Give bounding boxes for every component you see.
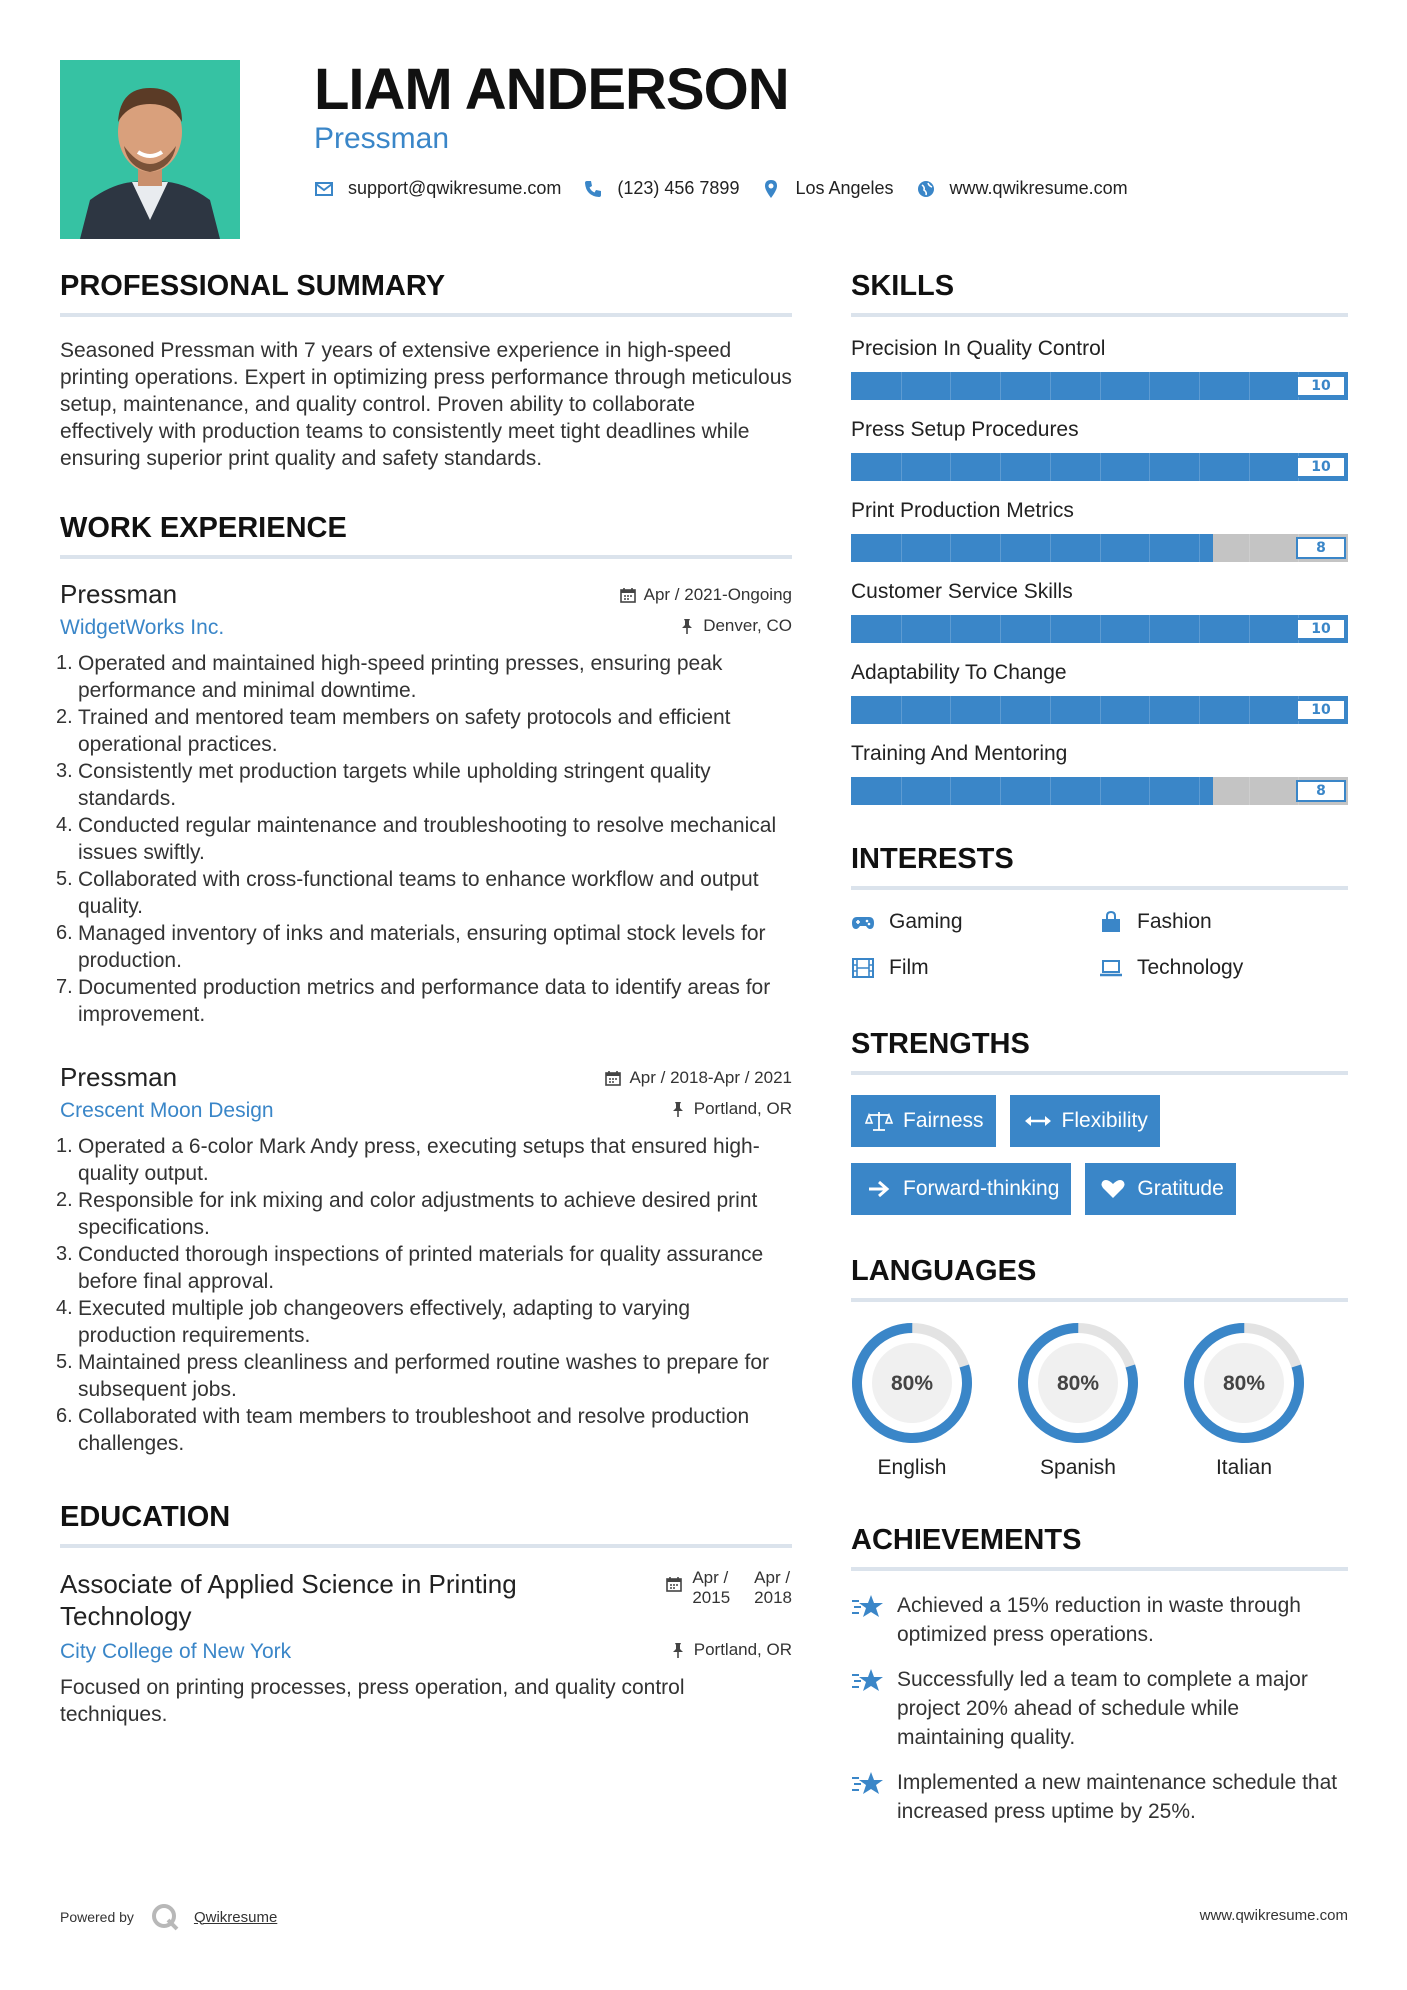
education-heading: EDUCATION <box>60 1501 792 1548</box>
skill-bar-divider <box>1249 372 1250 400</box>
skill-bar-divider <box>1050 453 1051 481</box>
arrows-horizontal-icon <box>1024 1110 1052 1132</box>
duty-item: Collaborated with cross-functional teams to enhance workflow and output quality. <box>78 868 759 918</box>
skill-name: Adaptability To Change <box>851 661 1067 684</box>
company-name: Crescent Moon Design <box>60 1099 274 1122</box>
company-name: WidgetWorks Inc. <box>60 616 225 639</box>
achievement-item <box>851 1768 1348 1826</box>
duty-item: Managed inventory of inks and materials, ensuring optimal stock levels for production. <box>78 922 766 972</box>
calendar-icon <box>605 1070 621 1086</box>
duty-list <box>60 1133 792 1457</box>
skill-item <box>851 337 1348 400</box>
balance-scale-icon <box>865 1110 893 1132</box>
summary-text: Seasoned Pressman with 7 years of extensive experience in high-speed printing operations. Expert in optimizing press performance through meticulous setup, maintenance, and quality control. Proven ability to collaborate effectively with production teams to consistently meet tight deadlines while ensuring superior print quality and safety standards. <box>60 339 792 470</box>
skill-level: 10 <box>1296 456 1346 478</box>
interest-item <box>851 956 1099 980</box>
skill-bar-divider <box>1249 696 1250 724</box>
powered-by-label: Powered by <box>60 1909 134 1925</box>
skill-bar-divider <box>1000 615 1001 643</box>
skill-bar <box>851 696 1348 724</box>
skill-bar-divider <box>1050 777 1051 805</box>
skill-bar-divider <box>901 615 902 643</box>
skill-bar-divider <box>901 777 902 805</box>
duty-item: Responsible for ink mixing and color adjustments to achieve desired print specifications. <box>78 1189 758 1239</box>
skill-bar-divider <box>1050 372 1051 400</box>
skill-bar-divider <box>1199 534 1200 562</box>
skill-bar-divider <box>1249 777 1250 805</box>
duty-list <box>60 650 792 1028</box>
skill-bar <box>851 453 1348 481</box>
strength-tag <box>1010 1095 1160 1147</box>
education-location-text: Portland, OR <box>693 1640 792 1659</box>
duty-item: Operated a 6-color Mark Andy press, executing setups that ensured high-quality output. <box>78 1135 760 1185</box>
skill-bar-divider <box>1199 777 1200 805</box>
interest-label: Film <box>889 956 929 979</box>
interest-label: Fashion <box>1137 910 1212 933</box>
skill-bar-divider <box>1149 615 1150 643</box>
skill-bar-divider <box>901 372 902 400</box>
duty-item: Trained and mentored team members on safety protocols and efficient operational practices. <box>78 706 731 756</box>
skill-bar-divider <box>1050 534 1051 562</box>
map-pin-icon <box>761 179 781 199</box>
strength-tag <box>851 1163 1071 1215</box>
skill-name: Customer Service Skills <box>851 580 1073 603</box>
job-entry <box>60 1062 792 1457</box>
education-dates <box>666 1568 792 1632</box>
skill-bar-divider <box>1149 534 1150 562</box>
shooting-star-icon <box>851 1665 885 1695</box>
skill-bar-divider <box>1149 453 1150 481</box>
interest-label: Technology <box>1137 956 1244 979</box>
heart-icon <box>1099 1178 1127 1200</box>
job-title: Pressman <box>60 579 178 609</box>
skill-bar-fill <box>851 777 1213 805</box>
skill-item <box>851 418 1348 481</box>
achievement-text: Implemented a new maintenance schedule that increased press uptime by 25%. <box>897 1771 1338 1823</box>
contact-location: Los Angeles <box>795 178 894 198</box>
education-end: Apr / 2018 <box>754 1568 792 1607</box>
skill-bar-divider <box>1100 615 1101 643</box>
strength-label: Gratitude <box>1137 1177 1224 1200</box>
language-name: Spanish <box>1040 1456 1116 1479</box>
education-start: Apr / 2015 <box>692 1568 731 1607</box>
shopping-bag-icon <box>1099 911 1123 933</box>
skill-name: Press Setup Procedures <box>851 418 1079 441</box>
gamepad-icon <box>851 911 875 933</box>
skills-list <box>851 337 1348 805</box>
skill-bar-divider <box>1249 615 1250 643</box>
skill-bar-divider <box>1249 453 1250 481</box>
skill-level: 10 <box>1296 375 1346 397</box>
job-location-text: Portland, OR <box>693 1099 792 1118</box>
interest-label: Gaming <box>889 910 963 933</box>
skill-bar <box>851 777 1348 805</box>
skills-heading: SKILLS <box>851 270 1348 317</box>
calendar-icon <box>666 1576 682 1592</box>
skill-level: 8 <box>1296 780 1346 802</box>
strength-label: Flexibility <box>1061 1109 1148 1132</box>
strengths-heading: STRENGTHS <box>851 1028 1348 1075</box>
interest-item <box>1099 910 1347 934</box>
skill-item <box>851 661 1348 724</box>
language-name: English <box>877 1456 947 1479</box>
skill-level: 10 <box>1296 618 1346 640</box>
skill-bar-divider <box>1199 453 1200 481</box>
brand-link[interactable]: Qwikresume <box>193 1908 278 1926</box>
skill-bar <box>851 534 1348 562</box>
phone-icon <box>583 179 603 199</box>
pushpin-icon <box>670 1642 686 1658</box>
interest-item <box>851 910 1099 934</box>
strength-label: Forward-thinking <box>903 1177 1060 1200</box>
language-item <box>851 1322 973 1480</box>
left-column <box>60 270 792 1728</box>
skill-bar-divider <box>1050 615 1051 643</box>
language-percent: 80% <box>1222 1372 1266 1395</box>
footer-powered-by <box>60 1902 277 1932</box>
skill-bar-divider <box>1100 696 1101 724</box>
contact-phone[interactable]: (123) 456 7899 <box>617 178 740 198</box>
skill-bar-divider <box>1199 615 1200 643</box>
summary-heading: PROFESSIONAL SUMMARY <box>60 270 792 317</box>
achievement-item <box>851 1665 1348 1752</box>
school-name: City College of New York <box>60 1640 292 1663</box>
contact-website[interactable]: www.qwikresume.com <box>949 178 1128 198</box>
skill-bar-divider <box>950 777 951 805</box>
duty-item: Collaborated with team members to troubleshoot and resolve production challenges. <box>78 1405 750 1455</box>
skill-name: Precision In Quality Control <box>851 337 1106 360</box>
skill-bar-divider <box>1100 453 1101 481</box>
globe-icon <box>916 179 936 199</box>
calendar-icon <box>620 587 636 603</box>
contact-email[interactable]: support@qwikresume.com <box>348 178 562 198</box>
language-ring <box>1017 1322 1139 1444</box>
pushpin-icon <box>670 1101 686 1117</box>
achievement-text: Successfully led a team to complete a major project 20% ahead of schedule while maintaining quality. <box>897 1668 1308 1749</box>
strength-label: Fairness <box>903 1109 984 1132</box>
interests-grid <box>851 910 1348 980</box>
education-description: Focused on printing processes, press operation, and quality control techniques. <box>60 1676 685 1726</box>
skill-bar-divider <box>1100 372 1101 400</box>
interest-item <box>1099 956 1347 980</box>
duty-item: Maintained press cleanliness and performed routine washes to prepare for subsequent jobs. <box>78 1351 770 1401</box>
skill-bar-divider <box>1199 696 1200 724</box>
skill-level: 10 <box>1296 699 1346 721</box>
language-percent: 80% <box>890 1372 934 1395</box>
strengths-list <box>851 1095 1348 1215</box>
arrow-right-icon <box>865 1178 893 1200</box>
skill-bar-divider <box>1000 372 1001 400</box>
skill-bar-divider <box>1000 534 1001 562</box>
skill-bar-divider <box>1000 696 1001 724</box>
skill-item <box>851 580 1348 643</box>
language-percent: 80% <box>1056 1372 1100 1395</box>
skill-bar-divider <box>1249 534 1250 562</box>
skill-level: 8 <box>1296 537 1346 559</box>
film-icon <box>851 957 875 979</box>
job-dates-text: Apr / 2018-Apr / 2021 <box>629 1068 792 1087</box>
job-location <box>679 616 792 636</box>
shooting-star-icon <box>851 1591 885 1621</box>
footer-website[interactable]: www.qwikresume.com <box>1199 1907 1348 1924</box>
strength-tag <box>1085 1163 1235 1215</box>
interests-heading: INTERESTS <box>851 843 1348 890</box>
skill-bar-divider <box>1100 777 1101 805</box>
skill-name: Print Production Metrics <box>851 499 1074 522</box>
language-item <box>1183 1322 1305 1480</box>
duty-item: Documented production metrics and performance data to identify areas for improvement. <box>78 976 771 1026</box>
languages-heading: LANGUAGES <box>851 1255 1348 1302</box>
job-title: Pressman <box>60 1062 178 1092</box>
skill-name: Training And Mentoring <box>851 742 1068 765</box>
duty-item: Operated and maintained high-speed printing presses, ensuring peak performance and minimal downtime. <box>78 652 723 702</box>
candidate-title: Pressman <box>314 122 450 155</box>
qwikresume-logo-icon <box>150 1902 180 1932</box>
job-dates-text: Apr / 2021-Ongoing <box>643 585 792 604</box>
language-item <box>1017 1322 1139 1480</box>
skill-bar-divider <box>950 453 951 481</box>
language-ring <box>1183 1322 1305 1444</box>
skill-bar-fill <box>851 534 1213 562</box>
contact-bar <box>314 178 1150 199</box>
skill-item <box>851 499 1348 562</box>
candidate-name: LIAM ANDERSON <box>314 57 789 122</box>
skill-bar-divider <box>950 372 951 400</box>
laptop-icon <box>1099 957 1123 979</box>
skill-bar-divider <box>1100 534 1101 562</box>
skill-item <box>851 742 1348 805</box>
achievement-item <box>851 1591 1348 1649</box>
job-dates <box>620 585 792 605</box>
job-dates <box>605 1068 792 1088</box>
job-location <box>670 1099 792 1119</box>
envelope-icon <box>314 179 334 199</box>
skill-bar-divider <box>1149 372 1150 400</box>
skill-bar-divider <box>1149 696 1150 724</box>
right-column <box>851 270 1348 1838</box>
skill-bar <box>851 615 1348 643</box>
skill-bar-divider <box>901 534 902 562</box>
achievements-heading: ACHIEVEMENTS <box>851 1524 1348 1571</box>
skill-bar-divider <box>1000 453 1001 481</box>
skill-bar-divider <box>950 696 951 724</box>
skill-bar-divider <box>1050 696 1051 724</box>
skill-bar-divider <box>1149 777 1150 805</box>
duty-item: Executed multiple job changeovers effectively, adapting to varying production requirements. <box>78 1297 691 1347</box>
language-ring <box>851 1322 973 1444</box>
skill-bar-divider <box>1000 777 1001 805</box>
education-location <box>670 1640 792 1660</box>
skill-bar <box>851 372 1348 400</box>
skill-bar-divider <box>950 534 951 562</box>
skill-bar-divider <box>950 615 951 643</box>
achievements-list <box>851 1591 1348 1826</box>
pushpin-icon <box>679 618 695 634</box>
duty-item: Conducted thorough inspections of printed materials for quality assurance before final approval. <box>78 1243 764 1293</box>
experience-heading: WORK EXPERIENCE <box>60 512 792 559</box>
skill-bar-divider <box>901 453 902 481</box>
duty-item: Conducted regular maintenance and troubleshooting to resolve mechanical issues swiftly. <box>78 814 777 864</box>
skill-bar-divider <box>1199 372 1200 400</box>
degree-title: Associate of Applied Science in Printing Technology <box>60 1569 517 1631</box>
skill-bar-divider <box>901 696 902 724</box>
job-location-text: Denver, CO <box>703 616 792 635</box>
profile-photo <box>60 60 240 239</box>
achievement-text: Achieved a 15% reduction in waste through optimized press operations. <box>897 1594 1301 1646</box>
job-entry <box>60 579 792 1028</box>
duty-item: Consistently met production targets while upholding stringent quality standards. <box>78 760 711 810</box>
languages-list <box>851 1322 1348 1480</box>
shooting-star-icon <box>851 1768 885 1798</box>
language-name: Italian <box>1215 1456 1273 1479</box>
strength-tag <box>851 1095 996 1147</box>
